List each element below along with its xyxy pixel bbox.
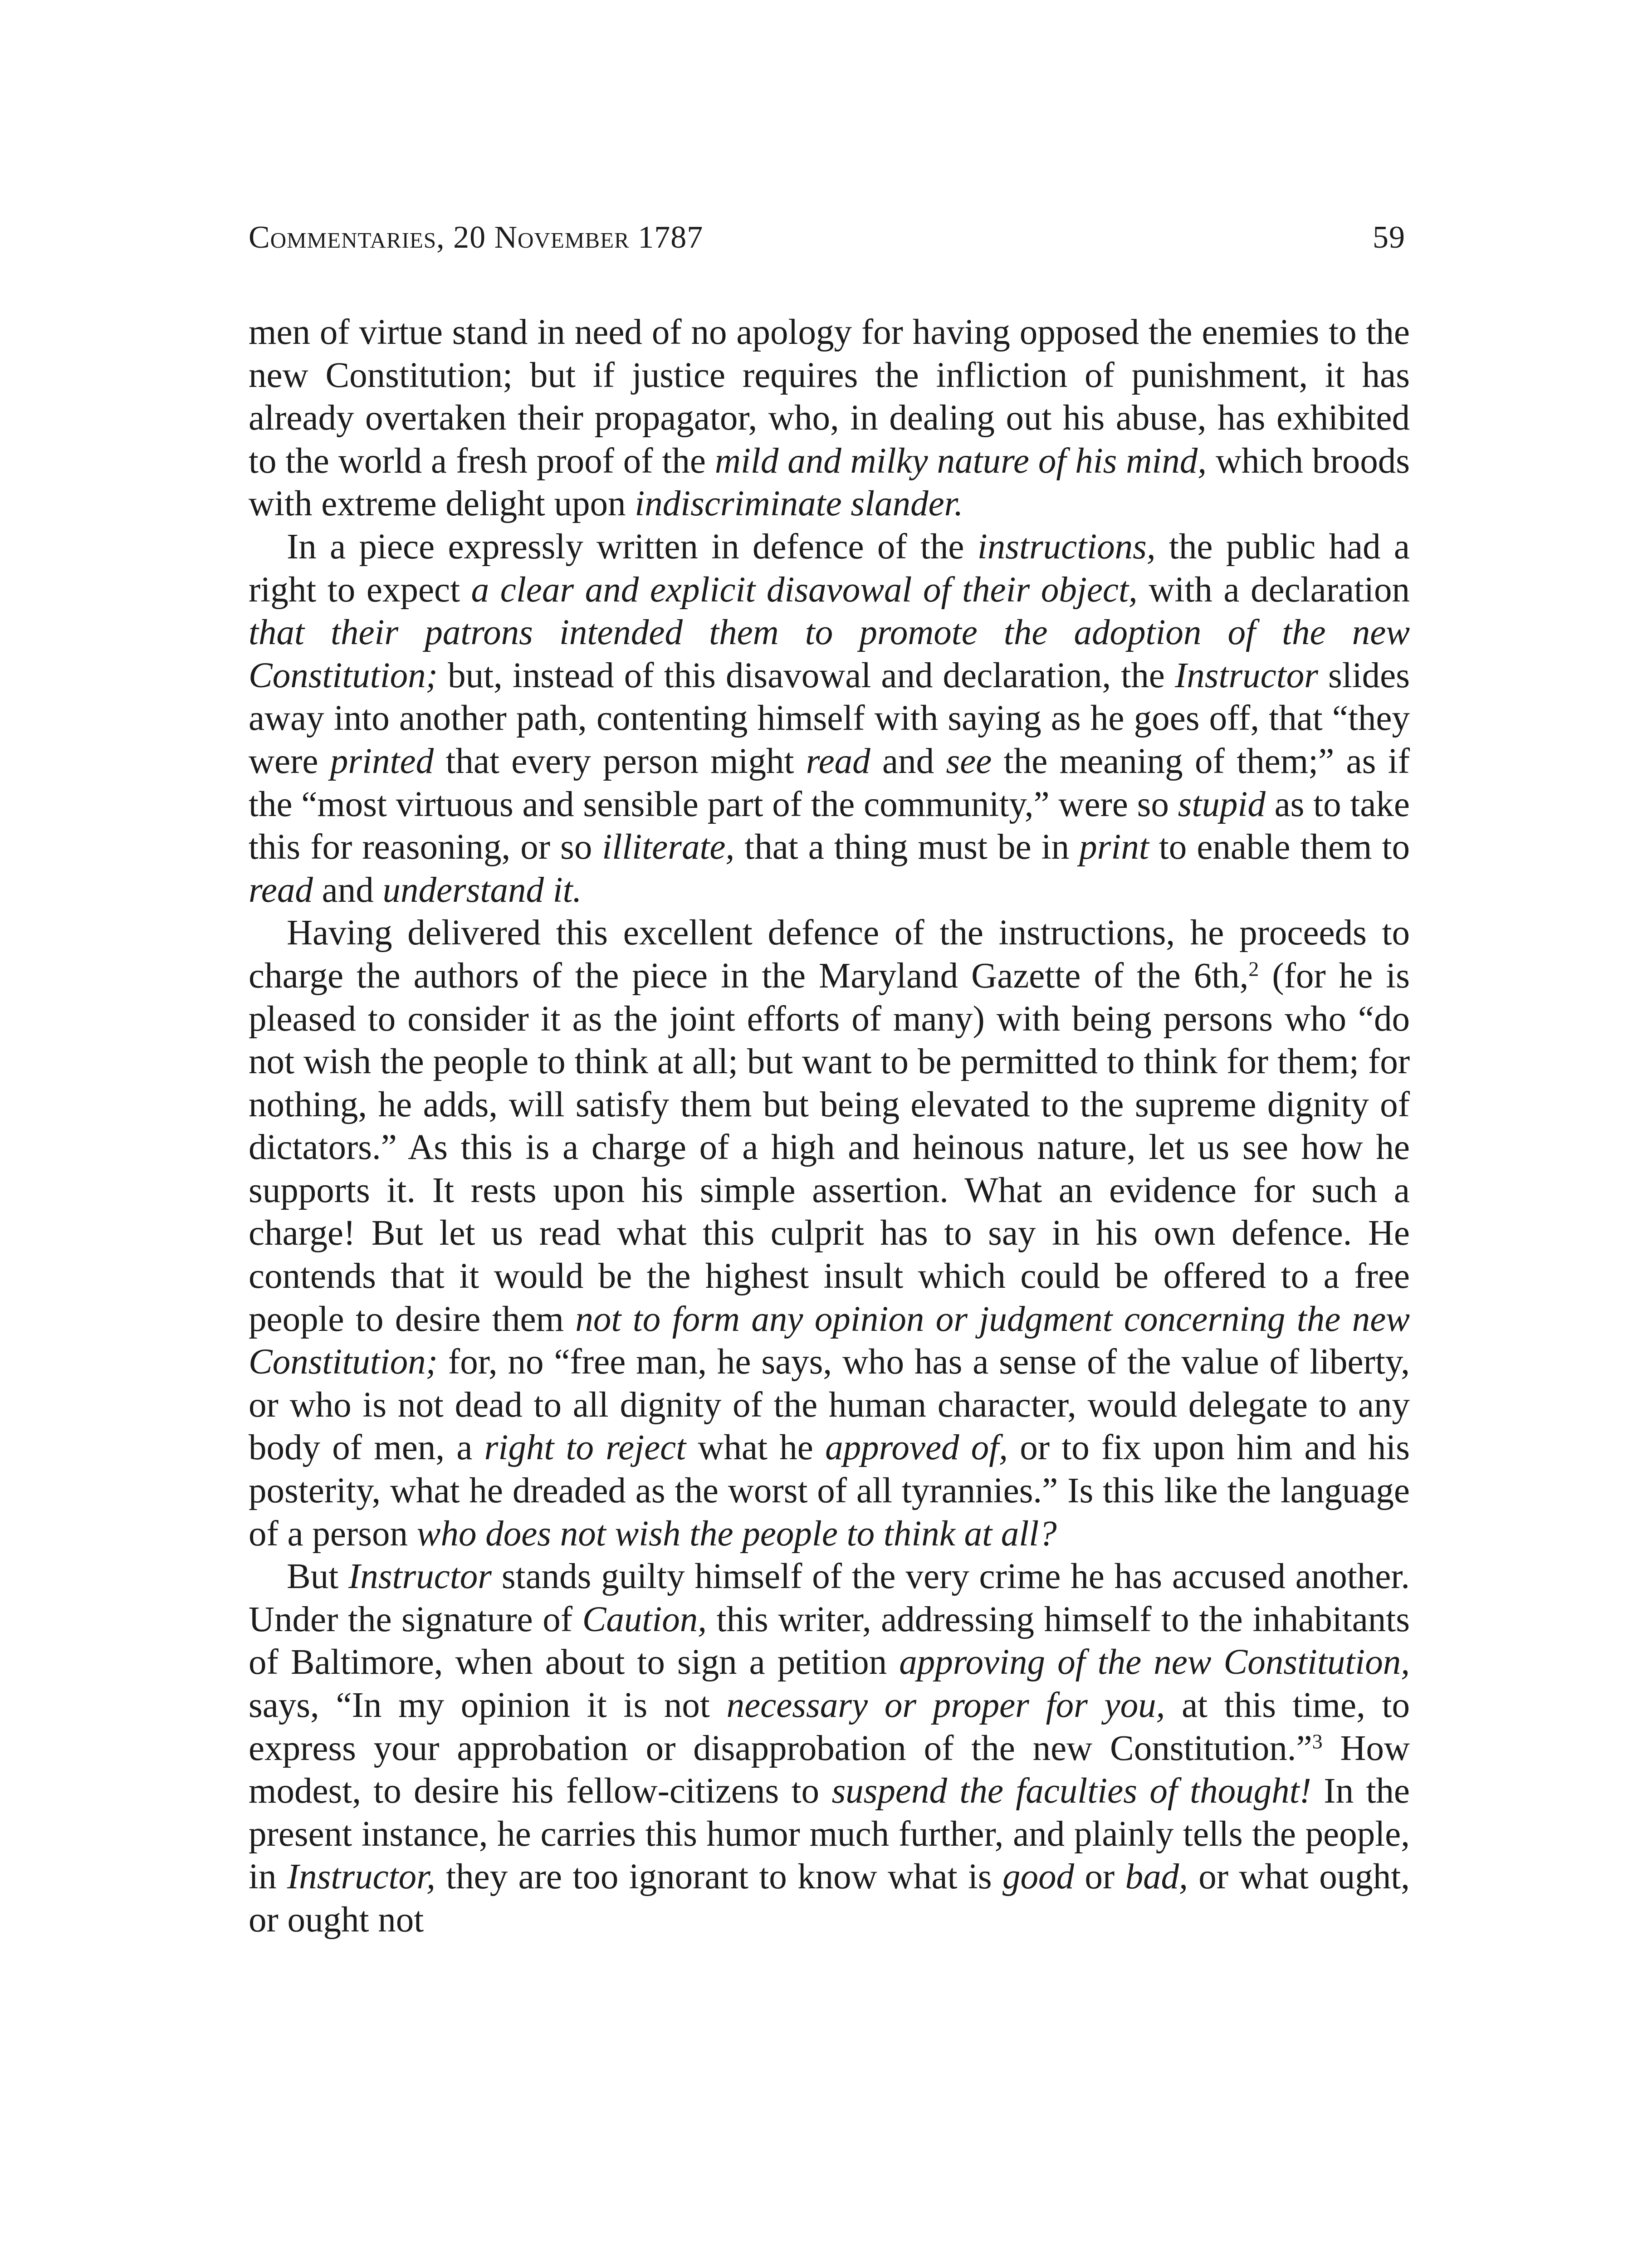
text-run: (for he is pleased to consider it as the joint efforts of many) with being persons who “do not wish the people to think at all; but want to be permitted to think for them; for nothing, he adds, will satisfy them but being elevated to the supreme dignity of dictators.” As this is a charge of a high and heinous nature, let us see how he supports it. It rests upon his simple assertion. What an evidence for such a charge! But let us read what this culprit has to say in his own defence. He contends that it would be the highest insult which could be offered to a free people to desire them <box>249 956 1410 1339</box>
text-run: which broods with extreme delight upon <box>249 441 1410 524</box>
italic-text: instructions, <box>977 527 1156 567</box>
running-head-title: Commentaries, 20 November 1787 <box>249 220 704 255</box>
text-run: for, no “free man, he says, who has a sense of the value of liberty, or who is not dead to all dignity of the human character, would delegate to any body of men, a <box>249 1342 1410 1468</box>
text-run: and <box>870 741 946 781</box>
italic-text: approved of, <box>825 1428 1008 1468</box>
italic-text: see <box>946 741 992 781</box>
paragraph <box>249 1555 1410 1941</box>
paragraph <box>249 526 1410 912</box>
italic-text: good <box>1002 1857 1075 1897</box>
italic-text: Caution, <box>582 1599 707 1639</box>
body-text <box>249 311 1410 1942</box>
italic-text: approving of the new Constitution, <box>899 1642 1410 1682</box>
italic-text: a clear and explicit disavowal of their object, <box>471 570 1138 610</box>
italic-text: necessary or proper for you, <box>726 1686 1165 1725</box>
text-run: or <box>1074 1857 1125 1897</box>
text-run: or what ought, or ought not <box>249 1857 1410 1940</box>
italic-text: understand it. <box>382 870 582 910</box>
italic-text: Instructor, <box>287 1857 435 1897</box>
italic-text: Instructor <box>1174 655 1318 695</box>
italic-text: read <box>806 741 870 781</box>
text-run: the public had a right to expect <box>249 527 1410 610</box>
text-run: at this time, to express your approbation or disapprobation of the new Constitution.” <box>249 1686 1410 1768</box>
footnote-ref: 2 <box>1248 957 1259 981</box>
text-run: or to fix upon him and his posterity, what he dreaded as the worst of all tyrannies.” Is this like the language of a person <box>249 1428 1410 1554</box>
text-run: with a declaration <box>1137 570 1410 610</box>
italic-text: not to form any opinion or judgment concerning the new Constitution; <box>249 1299 1410 1382</box>
italic-text: right to reject <box>484 1428 686 1468</box>
text-run: slides away into another path, contenting himself with saying as he goes off, that “they were <box>249 655 1410 781</box>
running-head <box>249 220 1405 269</box>
italic-text: print <box>1079 827 1149 867</box>
page-number: 59 <box>1373 220 1405 255</box>
text-run: the meaning of them;” as if the “most virtuous and sensible part of the community,” were so <box>249 741 1410 824</box>
text-run: what he <box>686 1428 826 1468</box>
italic-text: that their patrons intended them to promote the adoption of the new Constitution; <box>249 613 1410 695</box>
paragraph <box>249 311 1410 526</box>
italic-text: read <box>249 870 313 910</box>
text-run: to enable them to <box>1149 827 1410 867</box>
italic-text: illiterate, <box>602 827 735 867</box>
text-run: as to take this for reasoning, or so <box>249 784 1410 867</box>
text-run: In the present instance, he carries this humor much further, and plainly tells the people, in <box>249 1771 1410 1897</box>
text-run: that a thing must be in <box>734 827 1080 867</box>
text-run: says, “In my opinion it is not <box>249 1686 727 1725</box>
text-run: and <box>313 870 383 910</box>
text-run: this writer, addressing himself to the inhabitants of Baltimore, when about to sign a petition <box>249 1599 1410 1682</box>
text-run: they are too ignorant to know what is <box>435 1857 1003 1897</box>
text-run: How modest, to desire his fellow-citizens to <box>249 1728 1410 1811</box>
text-run: Having delivered this excellent defence of the instructions, he proceeds to charge the authors of the piece in the Maryland Gazette of the 6th, <box>249 913 1410 996</box>
paragraph <box>249 912 1410 1555</box>
italic-text: stupid <box>1178 784 1266 824</box>
italic-text: suspend the faculties of thought! <box>831 1771 1311 1811</box>
text-run: stands guilty himself of the very crime he has accused another. Under the signature of <box>249 1557 1410 1639</box>
text-run: men of virtue stand in need of no apology for having opposed the enemies to the new Constitution; but if justice requires the infliction of punishment, it has already overtaken their propagator, who, in dealing out his abuse, has exhibited to the world a fresh proof of the <box>249 313 1410 481</box>
text-run: but, instead of this disavowal and declaration, the <box>438 655 1175 695</box>
italic-text: indiscriminate slander. <box>635 484 963 524</box>
text-run: In a piece expressly written in defence of the <box>287 527 978 567</box>
italic-text: mild and milky nature of his mind, <box>714 441 1207 481</box>
text-run: But <box>287 1557 349 1597</box>
italic-text: bad, <box>1125 1857 1188 1897</box>
footnote-ref: 3 <box>1312 1730 1323 1753</box>
italic-text: printed <box>330 741 434 781</box>
text-run: that every person might <box>434 741 806 781</box>
italic-text: Instructor <box>348 1557 492 1597</box>
italic-text: who does not wish the people to think at all? <box>416 1514 1057 1554</box>
